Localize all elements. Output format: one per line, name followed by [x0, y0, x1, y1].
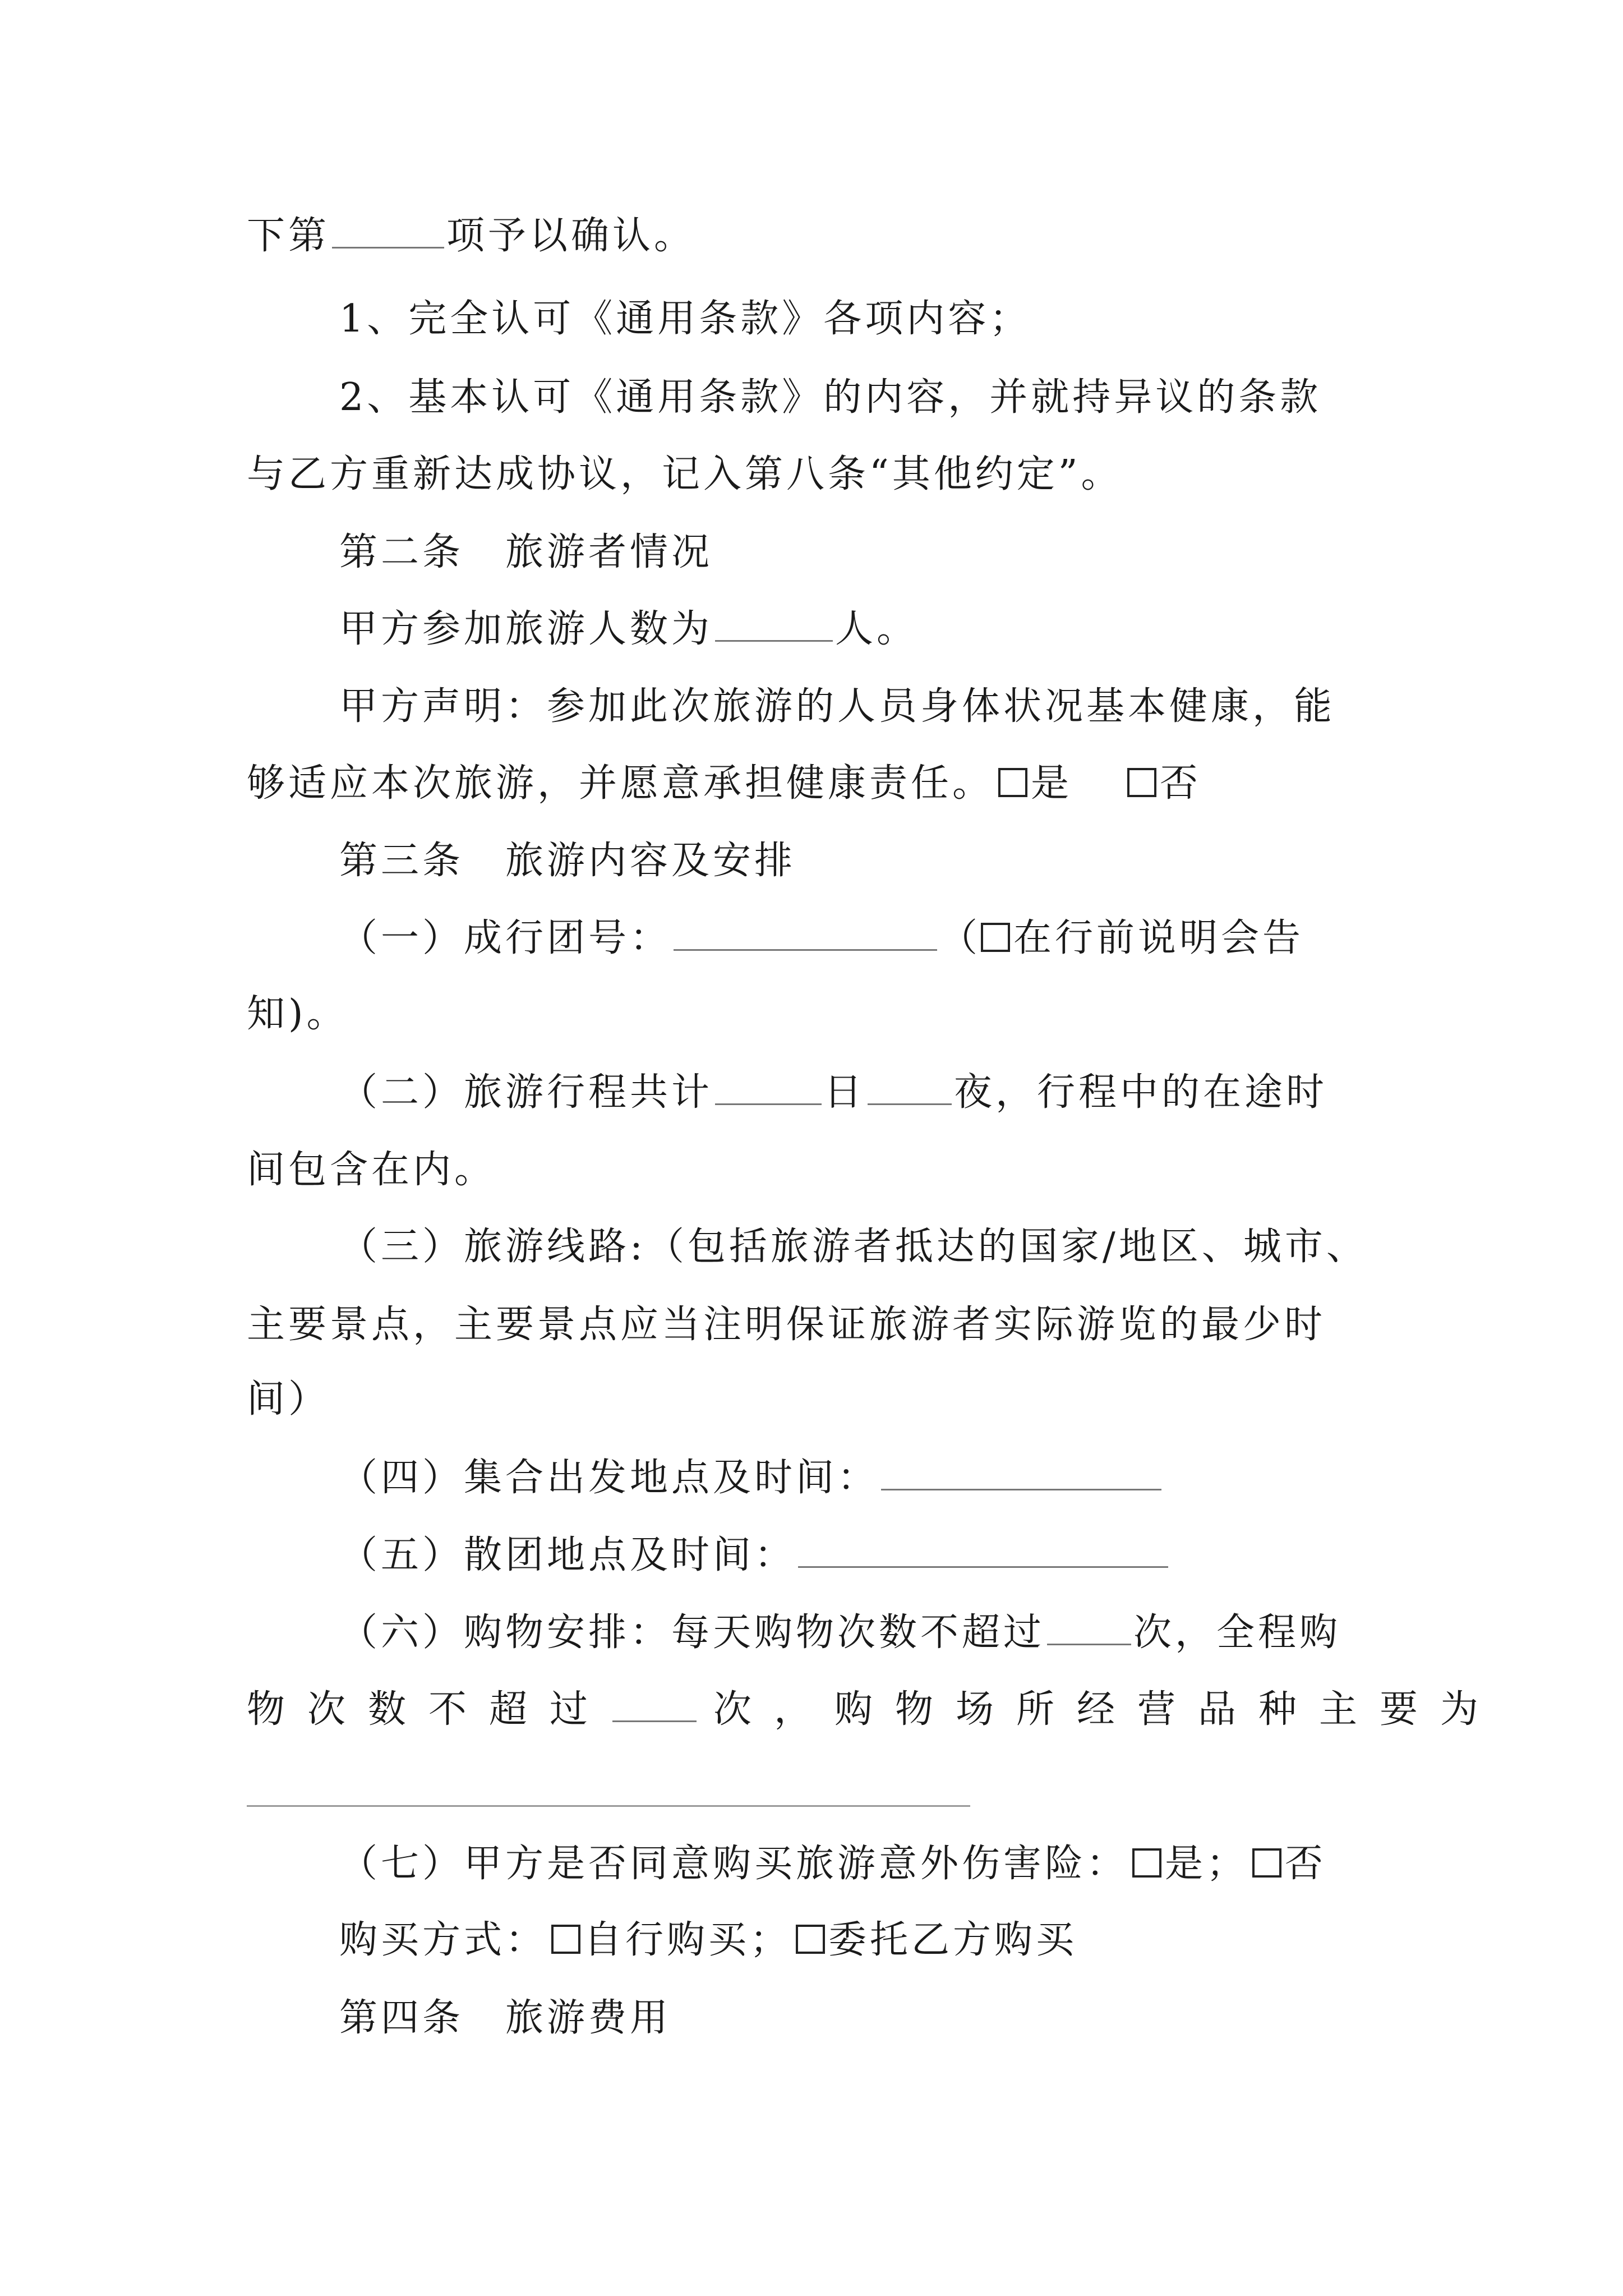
- text-segment: 夜，行程中的在途时: [954, 1070, 1328, 1115]
- text-segment: （一）成行团号：: [339, 916, 672, 960]
- fill-blank[interactable]: [881, 1454, 1161, 1490]
- text-segment: 间）: [247, 1377, 330, 1421]
- checkbox-label: 委托乙方购买: [828, 1918, 1078, 1962]
- text-segment: 甲方声明：参加此次旅游的人员身体状况基本健康，能: [339, 684, 1336, 729]
- text-segment: （三）旅游线路:（包括旅游者抵达的国家/地区、城市、: [339, 1225, 1368, 1269]
- text-line-4: [247, 449, 1391, 500]
- text-line-11: [247, 989, 1391, 1039]
- text-line-13: [247, 1145, 1391, 1195]
- text-line-3: [339, 372, 1391, 423]
- checkbox[interactable]: [981, 923, 1010, 952]
- section-heading-3: [339, 836, 1391, 886]
- text-segment: 下第: [247, 214, 330, 258]
- heading-text: 第二条 旅游者情况: [339, 530, 713, 574]
- text-segment: 与乙方重新达成协议，记入第八条“其他约定”。: [247, 452, 1123, 496]
- text-segment: 日: [824, 1070, 866, 1115]
- section-heading-4: [339, 1993, 1391, 2044]
- text-line-19: [339, 1608, 1391, 1658]
- text-line-16: [247, 1374, 1391, 1425]
- text-segment: 间包含在内。: [247, 1148, 496, 1192]
- heading-text: 第四条 旅游费用: [339, 1996, 672, 2040]
- checkbox-self-purchase[interactable]: [551, 1925, 580, 1954]
- checkbox-yes[interactable]: [1132, 1848, 1161, 1878]
- text-line-10: [339, 913, 1391, 964]
- text-line-8: [247, 758, 1391, 809]
- text-line-7: [339, 682, 1391, 732]
- text-line-17: [339, 1453, 1391, 1503]
- text-line-20: [247, 1685, 1501, 1735]
- clause-option-1: 1、完全认可《通用条款》各项内容；: [339, 297, 1031, 341]
- fill-blank[interactable]: [868, 1069, 952, 1105]
- fill-blank-line[interactable]: [247, 1805, 970, 1807]
- checkbox-no[interactable]: [1252, 1848, 1281, 1878]
- text-segment: （四）集合出发地点及时间：: [339, 1456, 879, 1500]
- text-line-1: [247, 211, 1391, 261]
- text-segment: （二）旅游行程共计: [339, 1070, 713, 1115]
- text-segment: （: [939, 916, 981, 960]
- text-segment: 物次数不超过: [247, 1687, 611, 1732]
- checkbox-entrust-purchase[interactable]: [796, 1925, 825, 1954]
- fill-blank[interactable]: [1047, 1609, 1131, 1645]
- fill-blank[interactable]: [674, 914, 937, 951]
- checkbox-label: 否: [1160, 761, 1202, 806]
- fill-blank[interactable]: [332, 212, 444, 249]
- clause-option-2: 2、基本认可《通用条款》的内容，并就持异议的条款: [339, 375, 1322, 420]
- text-line-15: [247, 1300, 1391, 1350]
- text-segment: （七）甲方是否同意购买旅游意外伤害险：: [339, 1842, 1128, 1886]
- fill-blank[interactable]: [715, 1069, 822, 1105]
- checkbox-label: 是: [1031, 761, 1073, 806]
- text-line-21: [339, 1839, 1391, 1889]
- text-line-14: [339, 1222, 1391, 1272]
- text-segment: （六）购物安排：每天购物次数不超过: [339, 1611, 1045, 1655]
- fill-blank[interactable]: [612, 1686, 697, 1722]
- text-segment: 甲方参加旅游人数为: [339, 607, 713, 651]
- text-line-2: [339, 294, 1391, 344]
- checkbox-label: 自行购买；: [584, 1918, 792, 1962]
- text-segment: 项予以确认。: [446, 214, 696, 258]
- fill-blank[interactable]: [798, 1531, 1168, 1568]
- text-segment: 次，购物场所经营品种主要为: [713, 1687, 1501, 1732]
- text-segment: （五）散团地点及时间：: [339, 1533, 796, 1577]
- checkbox-no[interactable]: [1127, 768, 1156, 797]
- text-segment: 次，全程购: [1133, 1611, 1341, 1655]
- checkbox-yes[interactable]: [998, 768, 1027, 797]
- text-line-6: [339, 604, 1391, 655]
- text-segment: 购买方式：: [339, 1918, 547, 1962]
- checkbox-label: 否: [1285, 1842, 1327, 1886]
- text-segment: 人。: [835, 607, 919, 651]
- fill-blank[interactable]: [715, 605, 833, 642]
- heading-text: 第三条 旅游内容及安排: [339, 839, 796, 883]
- text-line-12: [339, 1068, 1391, 1118]
- text-line-18: [339, 1530, 1391, 1581]
- section-heading-2: [339, 527, 1391, 578]
- checkbox-label: 是；: [1165, 1842, 1248, 1886]
- text-segment: 知)。: [247, 992, 348, 1036]
- text-segment: 够适应本次旅游，并愿意承担健康责任。: [247, 761, 994, 806]
- text-segment: 主要景点，主要景点应当注明保证旅游者实际游览的最少时: [247, 1303, 1326, 1347]
- checkbox-label: 在行前说明会告: [1013, 916, 1304, 960]
- text-line-22: [339, 1915, 1391, 1966]
